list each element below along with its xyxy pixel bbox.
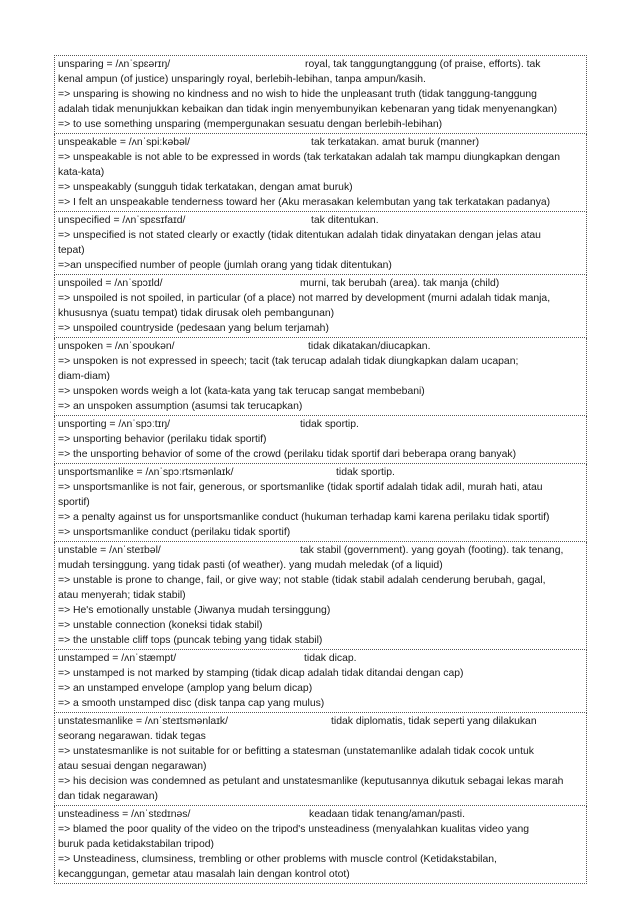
dictionary-entry — [54, 212, 587, 275]
entry-line: => unsportsmanlike is not fair, generous, or sportsmanlike (tidak sportif adalah tidak adil, murah hati, atau — [58, 482, 543, 493]
entry-headline — [58, 339, 583, 354]
entry-headword: unspecified = /ʌnˈspɛsɪfaɪd/ — [58, 215, 186, 226]
entry-line: => the unstable cliff tops (puncak tebing yang tidak stabil) — [58, 635, 323, 646]
entry-line: => unspoken words weigh a lot (kata-kata yang tak terucap sangat membebani) — [58, 386, 425, 397]
dictionary-entry — [54, 134, 587, 212]
entry-line: => his decision was condemned as petulant and unstatesmanlike (keputusannya dikutuk sebagai lekas marah — [58, 776, 564, 787]
entry-line: => Unsteadiness, clumsiness, trembling or other problems with muscle control (Ketidakstabilan, — [58, 854, 497, 865]
entry-headline — [58, 465, 583, 480]
dictionary-entry — [54, 806, 587, 884]
entry-line: => an unstamped envelope (amplop yang belum dicap) — [58, 683, 313, 694]
entry-line: => unsporting behavior (perilaku tidak sportif) — [58, 434, 267, 445]
entry-line: => unspoken is not expressed in speech; tacit (tak terucap adalah tidak diungkapkan dalam ucapan; — [58, 356, 519, 367]
entry-line: => to use something unsparing (mempergunakan sesuatu dengan berlebih-lebihan) — [58, 119, 443, 130]
entry-headword: unsteadiness = /ʌnˈstɛdɪnəs/ — [58, 809, 191, 820]
entry-headline — [58, 135, 583, 150]
dictionary-entry — [54, 650, 587, 713]
entry-headline — [58, 417, 583, 432]
entry-line: atau sesuai dengan negarawan) — [58, 761, 207, 772]
entry-line: => I felt an unspeakable tenderness toward her (Aku merasakan kelembutan yang tak terkatakan padanya) — [58, 197, 551, 208]
dictionary-page — [54, 55, 587, 884]
entry-line: khususnya (suatu tempat) tidak dirusak oleh pembangunan) — [58, 308, 335, 319]
entry-gloss: tak terkatakan. amat buruk (manner) — [311, 137, 480, 148]
entry-line: => He's emotionally unstable (Jiwanya mudah tersinggung) — [58, 605, 331, 616]
entry-gloss: tidak dikatakan/diucapkan. — [308, 341, 431, 352]
entry-line: => a smooth unstamped disc (disk tanpa cap yang mulus) — [58, 698, 325, 709]
entry-line: mudah tersinggung. yang tidak pasti (of weather). yang mudah meledak (of a liquid) — [58, 560, 443, 571]
entry-headword: unspoken = /ʌnˈspoʊkən/ — [58, 341, 175, 352]
entry-headline — [58, 543, 583, 558]
entry-line: kata-kata) — [58, 167, 105, 178]
entry-line: => unstamped is not marked by stamping (tidak dicap adalah tidak ditandai dengan cap) — [58, 668, 464, 679]
entry-headline — [58, 714, 583, 729]
entry-line: => a penalty against us for unsportsmanlike conduct (hukuman terhadap kami karena perilaku tidak sportif) — [58, 512, 550, 523]
entry-headword: unstatesmanlike = /ʌnˈsteɪtsmənlaɪk/ — [58, 716, 228, 727]
entry-gloss: keadaan tidak tenang/aman/pasti. — [309, 809, 465, 820]
entry-line: => unstable connection (koneksi tidak stabil) — [58, 620, 263, 631]
entry-gloss: tak ditentukan. — [311, 215, 379, 226]
dictionary-entry — [54, 55, 587, 134]
entry-line: => blamed the poor quality of the video on the tripod's unsteadiness (menyalahkan kualitas video yang — [58, 824, 530, 835]
dictionary-entry — [54, 275, 587, 338]
entry-headline — [58, 276, 583, 291]
entry-line: buruk pada ketidakstabilan tripod) — [58, 839, 214, 850]
entry-line: sportif) — [58, 497, 90, 508]
entry-gloss: murni, tak berubah (area). tak manja (child) — [300, 278, 500, 289]
entry-line: seorang negarawan. tidak tegas — [58, 731, 206, 742]
entry-gloss: tidak diplomatis, tidak seperti yang dilakukan — [331, 716, 537, 727]
entry-headline — [58, 213, 583, 228]
entry-headline — [58, 807, 583, 822]
entry-line: atau menyerah; tidak stabil) — [58, 590, 186, 601]
entry-headword: unsportsmanlike = /ʌnˈspɔːrtsmənlaɪk/ — [58, 467, 234, 478]
entry-headword: unstable = /ʌnˈsteɪbəl/ — [58, 545, 161, 556]
dictionary-entry — [54, 416, 587, 464]
entry-gloss: royal, tak tanggungtanggung (of praise, efforts). tak — [305, 59, 541, 70]
entry-line: tepat) — [58, 245, 85, 256]
entry-line: => unstatesmanlike is not suitable for or befitting a statesman (unstatemanlike adalah tidak cocok untuk — [58, 746, 534, 757]
entry-line: => unspecified is not stated clearly or exactly (tidak ditentukan adalah tidak dinyatakan dengan jelas atau — [58, 230, 541, 241]
entry-headword: unsporting = /ʌnˈspɔːtɪŋ/ — [58, 419, 170, 430]
entry-line: diam-diam) — [58, 371, 110, 382]
entry-line: dan tidak negarawan) — [58, 791, 158, 802]
entry-headword: unstamped = /ʌnˈstæmpt/ — [58, 653, 177, 664]
entry-line: => an unspoken assumption (asumsi tak terucapkan) — [58, 401, 303, 412]
dictionary-entry — [54, 542, 587, 650]
entry-headline — [58, 57, 583, 72]
entry-line: kecanggungan, gemetar atau masalah lain dengan kontrol otot) — [58, 869, 350, 880]
entry-line: => unstable is prone to change, fail, or give way; not stable (tidak stabil adalah cenderung berubah, gagal, — [58, 575, 546, 586]
entry-line: kenal ampun (of justice) unsparingly royal, berlebih-lebihan, tanpa ampun/kasih. — [58, 74, 426, 85]
entry-gloss: tidak dicap. — [304, 653, 357, 664]
dictionary-entry — [54, 338, 587, 416]
entry-line: => unspoiled countryside (pedesaan yang belum terjamah) — [58, 323, 329, 334]
entry-line: => unsportsmanlike conduct (perilaku tidak sportif) — [58, 527, 291, 538]
entry-headword: unsparing = /ʌnˈspɛərɪŋ/ — [58, 59, 171, 70]
entry-line: adalah tidak menunjukkan kebaikan dan tidak ingin menyembunyikan kebenaran yang tidak menyenangkan) — [58, 104, 558, 115]
entry-gloss: tidak sportip. — [300, 419, 359, 430]
entry-gloss: tidak sportip. — [336, 467, 395, 478]
entry-line: => unspeakably (sungguh tidak terkatakan, dengan amat buruk) — [58, 182, 353, 193]
dictionary-entry — [54, 713, 587, 806]
entry-headword: unspeakable = /ʌnˈspiːkəbəl/ — [58, 137, 190, 148]
entry-headline — [58, 651, 583, 666]
entry-headword: unspoiled = /ʌnˈspɔɪld/ — [58, 278, 163, 289]
entry-line: => unspoiled is not spoiled, in particular (of a place) not marred by development (murni adalah tidak manja, — [58, 293, 551, 304]
entry-line: => unsparing is showing no kindness and no wish to hide the unpleasant truth (tidak tanggung-tanggung — [58, 89, 537, 100]
entry-gloss: tak stabil (government). yang goyah (footing). tak tenang, — [300, 545, 564, 556]
dictionary-entry — [54, 464, 587, 542]
entry-line: => the unsporting behavior of some of the crowd (perilaku tidak sportif dari beberapa orang banyak) — [58, 449, 517, 460]
entry-line: => unspeakable is not able to be expressed in words (tak terkatakan adalah tak mampu diungkapkan dengan — [58, 152, 560, 163]
entry-line: =>an unspecified number of people (jumlah orang yang tidak ditentukan) — [58, 260, 392, 271]
